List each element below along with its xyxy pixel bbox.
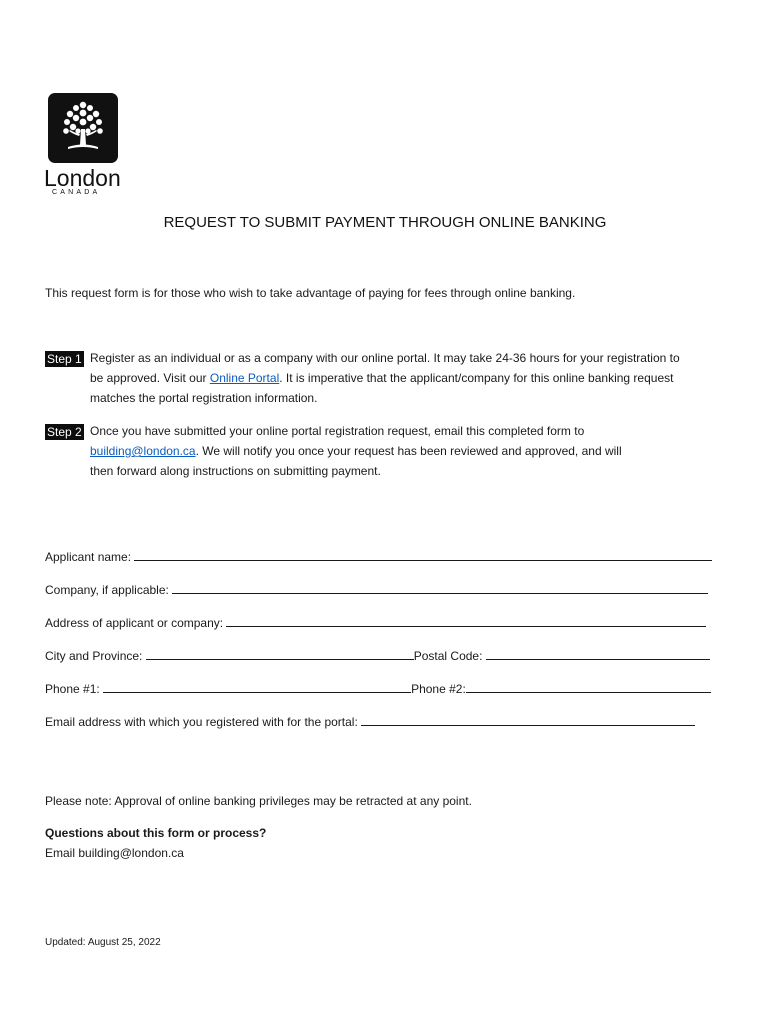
logo-subtitle: CANADA bbox=[52, 189, 101, 196]
phone-1-field[interactable] bbox=[103, 681, 411, 693]
step-1-text bbox=[90, 348, 730, 408]
step-2-badge bbox=[45, 423, 84, 441]
email-label: Email address with which you registered with for the portal: bbox=[45, 715, 358, 729]
company-field[interactable] bbox=[172, 582, 708, 594]
phone-row bbox=[45, 681, 711, 696]
intro-text: This request form is for those who wish to take advantage of paying for fees through online banking. bbox=[45, 286, 576, 300]
step-1-line-2-post: . It is imperative that the applicant/company for this online banking request bbox=[279, 371, 674, 385]
step-2-line-2-post: . We will notify you once your request has been reviewed and approved, and will bbox=[195, 444, 622, 458]
postal-field[interactable] bbox=[486, 648, 710, 660]
step-2-line-3: then forward along instructions on submitting payment. bbox=[90, 464, 381, 478]
step-1-badge bbox=[45, 350, 84, 368]
step-1-line-2-pre: be approved. Visit our bbox=[90, 371, 210, 385]
step-2-line-2 bbox=[90, 441, 730, 461]
questions-heading: Questions about this form or process? bbox=[45, 826, 267, 840]
logo-wordmark: London bbox=[44, 165, 121, 191]
address-label: Address of applicant or company: bbox=[45, 616, 224, 630]
step-1-label: Step 1 bbox=[47, 352, 82, 366]
approval-note: Please note: Approval of online banking privileges may be retracted at any point. bbox=[45, 794, 472, 808]
step-1-line-2 bbox=[90, 368, 730, 388]
applicant-name-row bbox=[45, 549, 712, 564]
city-field[interactable] bbox=[146, 648, 414, 660]
address-row bbox=[45, 615, 706, 630]
company-row bbox=[45, 582, 708, 597]
step-2-line-1: Once you have submitted your online portal registration request, email this completed form to bbox=[90, 424, 585, 438]
city-postal-row bbox=[45, 648, 710, 663]
tree-icon bbox=[48, 93, 118, 163]
step-1-line-1: Register as an individual or as a company with our online portal. It may take 24-36 hours for your registration to bbox=[90, 351, 680, 365]
phone-2-field[interactable] bbox=[466, 681, 711, 693]
updated-date: Updated: August 25, 2022 bbox=[45, 937, 161, 948]
questions-email: Email building@london.ca bbox=[45, 846, 184, 860]
email-row bbox=[45, 714, 695, 729]
online-portal-link[interactable]: Online Portal bbox=[209, 371, 280, 385]
step-2-text bbox=[90, 421, 730, 481]
page-title: REQUEST TO SUBMIT PAYMENT THROUGH ONLINE BANKING bbox=[163, 214, 607, 231]
city-label: City and Province: bbox=[45, 649, 143, 663]
building-email-link[interactable]: building@london.ca bbox=[90, 444, 196, 458]
email-field[interactable] bbox=[361, 714, 695, 726]
applicant-name-field[interactable] bbox=[134, 549, 712, 561]
london-logo bbox=[48, 93, 118, 163]
phone-2-label: Phone #2: bbox=[411, 682, 466, 696]
phone-1-label: Phone #1: bbox=[45, 682, 100, 696]
company-label: Company, if applicable: bbox=[45, 583, 169, 597]
step-1-line-3: matches the portal registration information. bbox=[90, 391, 318, 405]
applicant-name-label: Applicant name: bbox=[45, 550, 132, 564]
postal-label: Postal Code: bbox=[413, 649, 483, 663]
step-2-label: Step 2 bbox=[47, 425, 82, 439]
address-field[interactable] bbox=[226, 615, 706, 627]
